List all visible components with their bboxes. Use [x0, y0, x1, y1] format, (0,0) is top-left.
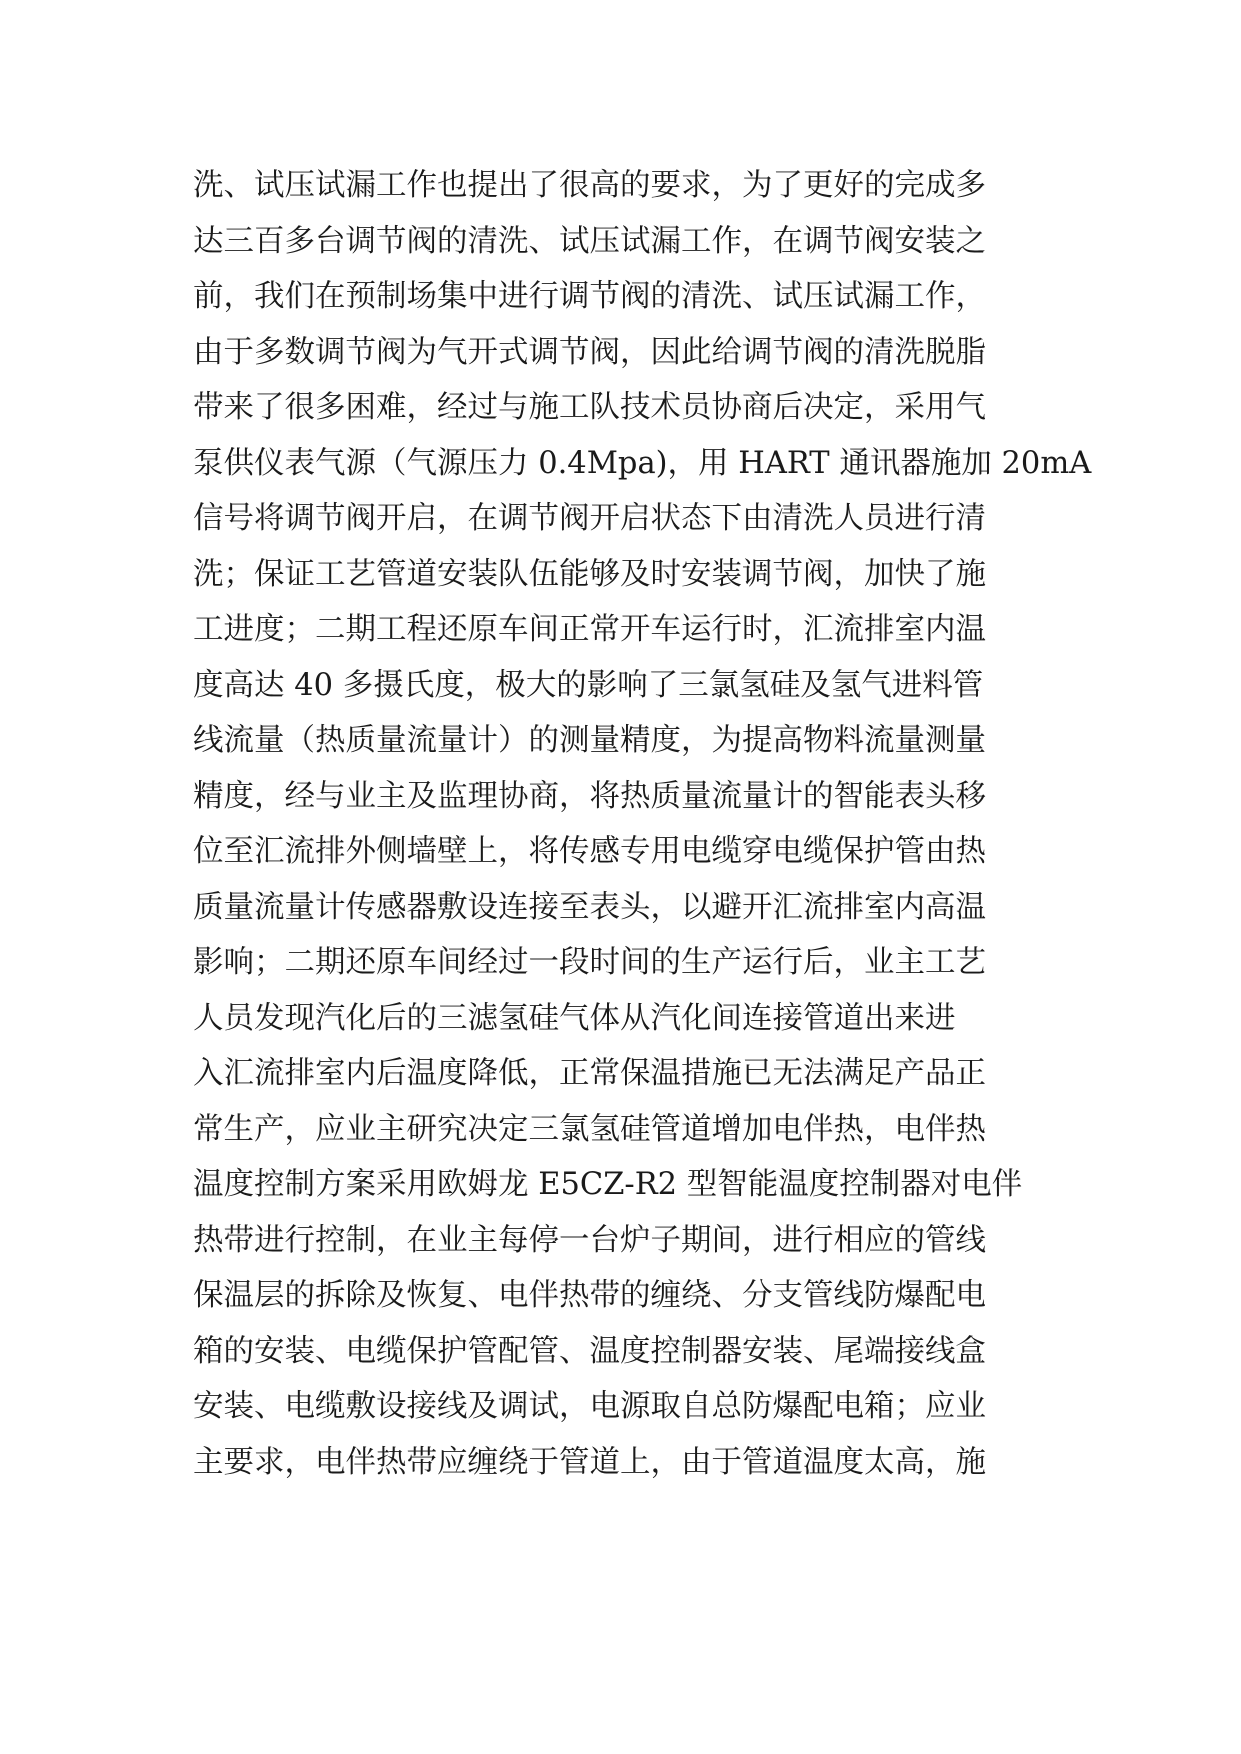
- text-line: 泵供仪表气源（气源压力 0.4Mpa)，用 HART 通讯器施加 20mA: [193, 445, 1092, 481]
- text-line: 位至汇流排外侧墙壁上，将传感专用电缆穿电缆保护管由热: [193, 834, 986, 869]
- text-line: 人员发现汽化后的三滤氢硅气体从汽化间连接管道出来进: [193, 1000, 956, 1036]
- text-line: 由于多数调节阀为气开式调节阀，因此给调节阀的清洗脱脂: [193, 334, 986, 370]
- text-line: 常生产，应业主研究决定三氯氢硅管道增加电伴热，电伴热: [193, 1111, 986, 1147]
- text-line: 入汇流排室内后温度降低，正常保温措施已无法满足产品正: [193, 1056, 986, 1091]
- text-line: 前，我们在预制场集中进行调节阀的清洗、试压试漏工作，: [193, 279, 986, 314]
- text-line: 主要求，电伴热带应缠绕于管道上，由于管道温度太高，施: [193, 1444, 986, 1480]
- text-line: 信号将调节阀开启，在调节阀开启状态下由清洗人员进行清: [193, 501, 986, 536]
- text-line: 度高达 40 多摄氏度，极大的影响了三氯氢硅及氢气进料管: [193, 667, 984, 703]
- text-line: 精度，经与业主及监理协商，将热质量流量计的智能表头移: [193, 778, 986, 814]
- text-line: 温度控制方案采用欧姆龙 E5CZ-R2 型智能温度控制器对电伴: [193, 1167, 1023, 1202]
- text-line: 保温层的拆除及恢复、电伴热带的缠绕、分支管线防爆配电: [193, 1278, 986, 1313]
- text-line: 带来了很多困难，经过与施工队技术员协商后决定，采用气: [193, 390, 986, 425]
- body-paragraph: [193, 158, 1092, 1490]
- text-line: 达三百多台调节阀的清洗、试压试漏工作，在调节阀安装之: [193, 223, 986, 259]
- text-line: 洗；保证工艺管道安装队伍能够及时安装调节阀，加快了施: [193, 556, 986, 592]
- text-line: 洗、试压试漏工作也提出了很高的要求，为了更好的完成多: [193, 168, 986, 203]
- text-line: 箱的安装、电缆保护管配管、温度控制器安装、尾端接线盒: [193, 1333, 986, 1369]
- text-line: 热带进行控制，在业主每停一台炉子期间，进行相应的管线: [193, 1222, 986, 1258]
- text-line: 工进度；二期工程还原车间正常开车运行时，汇流排室内温: [193, 612, 986, 647]
- text-line: 安装、电缆敷设接线及调试，电源取自总防爆配电箱；应业: [193, 1389, 986, 1424]
- text-line: 影响；二期还原车间经过一段时间的生产运行后，业主工艺: [193, 945, 986, 980]
- text-line: 质量流量计传感器敷设连接至表头，以避开汇流排室内高温: [193, 889, 986, 925]
- text-line: 线流量（热质量流量计）的测量精度，为提高物料流量测量: [193, 723, 986, 758]
